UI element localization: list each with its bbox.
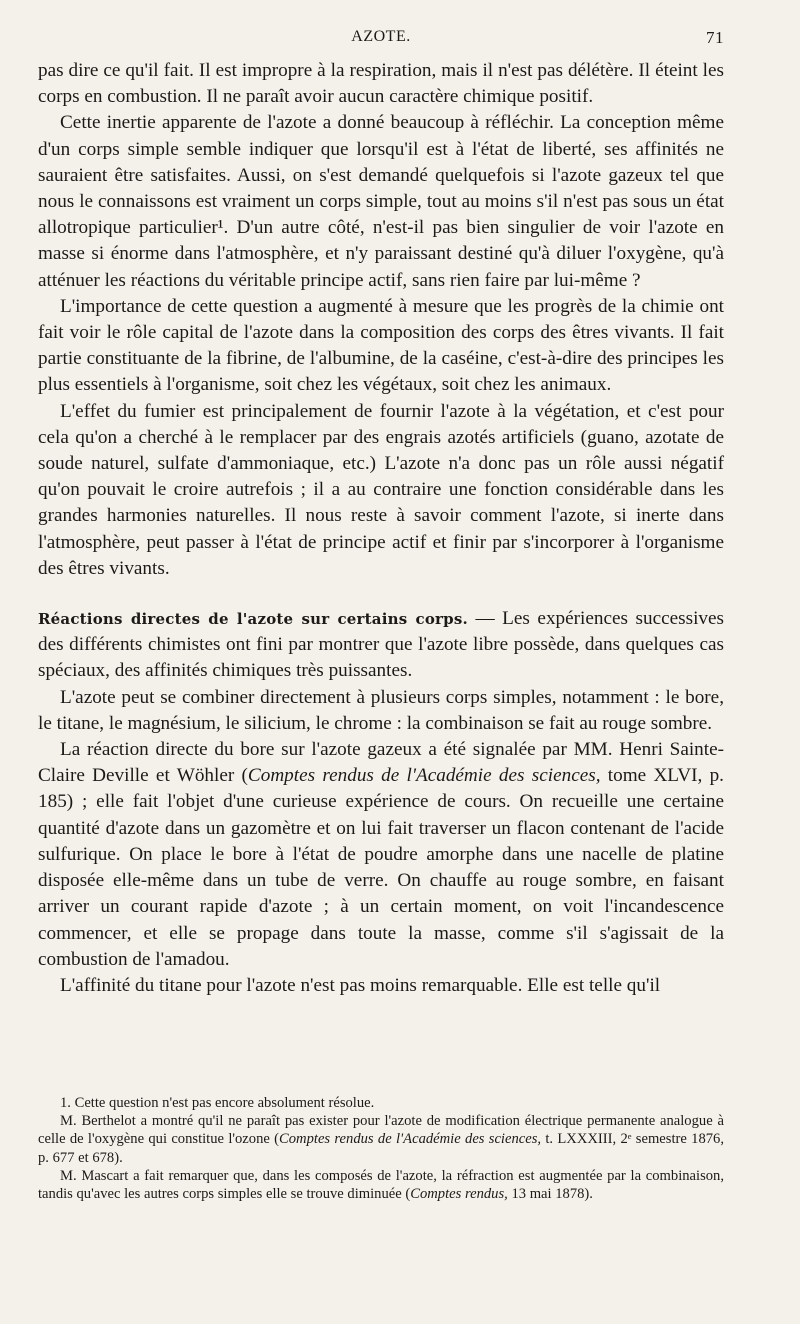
paragraph-8: L'affinité du titane pour l'azote n'est pas moins remarquable. Elle est telle qu'il [60,974,661,996]
footnote-2 [38,1112,724,1167]
section-gap [38,582,724,606]
page-number: 71 [706,28,724,47]
body-text [38,58,724,999]
footnote-3 [38,1167,724,1203]
citation-comptes-rendus: Comptes rendus de l'Académie des sciences, [247,765,601,787]
footnote-3-start: M. Mascart a fait remarquer que, dans les composés de l'azote, la réfraction est augmentée par la combinaison, tandis qu'avec les autres corps simples elle se trouve diminuée ( [38,1167,724,1203]
footnote-2-citation: Comptes rendus de l'Académie des sciences, [279,1131,542,1148]
footnotes [38,1094,724,1203]
paragraph-6: L'azote peut se combiner directement à plusieurs corps simples, notamment : le bore, le titane, le magnésium, le silicium, le chrome : la combinaison se fait au rouge sombre. [38,686,724,734]
paragraph-3: L'importance de cette question a augmenté à mesure que les progrès de la chimie ont fait voir le rôle capital de l'azote dans la composition des corps des êtres vivants. Il fait partie constituante de la fibrine, de l'albumine, de la caséine, c'est-à-dire des principes les plus essentiels à l'organisme, soit chez les végétaux, soit chez les animaux. [38,295,724,396]
paragraph-4: L'effet du fumier est principalement de fournir l'azote à la végétation, et c'est pour cela qu'on a cherché à le remplacer par des engrais azotés artificiels (guano, azotate de soude naturel, sulfate d'ammoniaque, etc.) L'azote n'a donc pas un rôle aussi négatif qu'on pouvait le croire autrefois ; il a au contraire une fonction considérable dans les grandes harmonies naturelles. Il nous reste à savoir comment l'azote, si inerte dans l'atmosphère, peut passer à l'état de principe actif et finir par s'incorporer à l'organisme des êtres vivants. [38,400,724,579]
paragraph-7-start: La réaction directe du bore sur l'azote gazeux a été signalée par MM. Henri Sainte-Claire Deville et Wöhler ( [38,739,724,787]
section-heading: Réactions directes de l'azote sur certains corps. [38,610,468,629]
paragraph-2: Cette inertie apparente de l'azote a donné beaucoup à réfléchir. La conception même d'un corps simple semble indiquer que lorsqu'il est à l'état de liberté, ses affinités ne sauraient être satisfaites. Aussi, on s'est demandé quelquefois si l'azote gazeux tel que nous le connaissons est vraiment un corps simple, tout au moins s'il n'est pas sous un état allotropique particulier¹. D'un autre côté, n'est-il pas bien singulier de voir l'azote en masse si énorme dans l'atmosphère, et n'y paraissant destiné qu'à diluer l'oxygène, qu'à atténuer les réactions du véritable principe actif, sans rien faire par lui-même ? [38,112,724,291]
book-page [38,0,724,1324]
footnote-1: 1. Cette question n'est pas encore absolument résolue. [60,1095,375,1111]
paragraph-7-end: tome XLVI, p. 185) ; elle fait l'objet d'une curieuse expérience de cours. On recueille une certaine quantité d'azote dans un gazomètre et on lui fait traverser un flacon contenant de l'acide sulfurique. On place le bore à l'état de poudre amorphe dans une nacelle de platine disposée elle-même dans un tube de verre. On chauffe au rouge sombre, en faisant arriver un courant rapide d'azote ; à un certain moment, on voit l'incandescence commencer, et elle se propage dans toute la masse, comme s'il s'agissait de la combustion de l'amadou. [38,765,724,970]
paragraph-5 [38,606,724,685]
running-title: AZOTE. [351,28,411,45]
footnote-2-end: t. LXXXIII, 2ᵉ semestre 1876, p. 677 et 678). [38,1131,725,1166]
footnote-3-end: 13 mai 1878). [507,1186,593,1203]
footnote-3-citation: Comptes rendus, [410,1186,508,1203]
paragraph-5-text: — Les expériences successives des différents chimistes ont fini par montrer que l'azote libre possède, dans quelques cas spéciaux, des affinités chimiques très puissantes. [38,608,724,682]
footnote-2-start: M. Berthelot a montré qu'il ne paraît pas exister pour l'azote de modification électrique permanente analogue à celle de l'oxygène qui constitue l'ozone ( [38,1113,724,1148]
paragraph-7 [38,737,724,973]
paragraph-1: pas dire ce qu'il fait. Il est impropre à la respiration, mais il n'est pas délétère. Il éteint les corps en combustion. Il ne paraît avoir aucun caractère chimique positif. [38,60,724,108]
running-head [38,28,724,52]
